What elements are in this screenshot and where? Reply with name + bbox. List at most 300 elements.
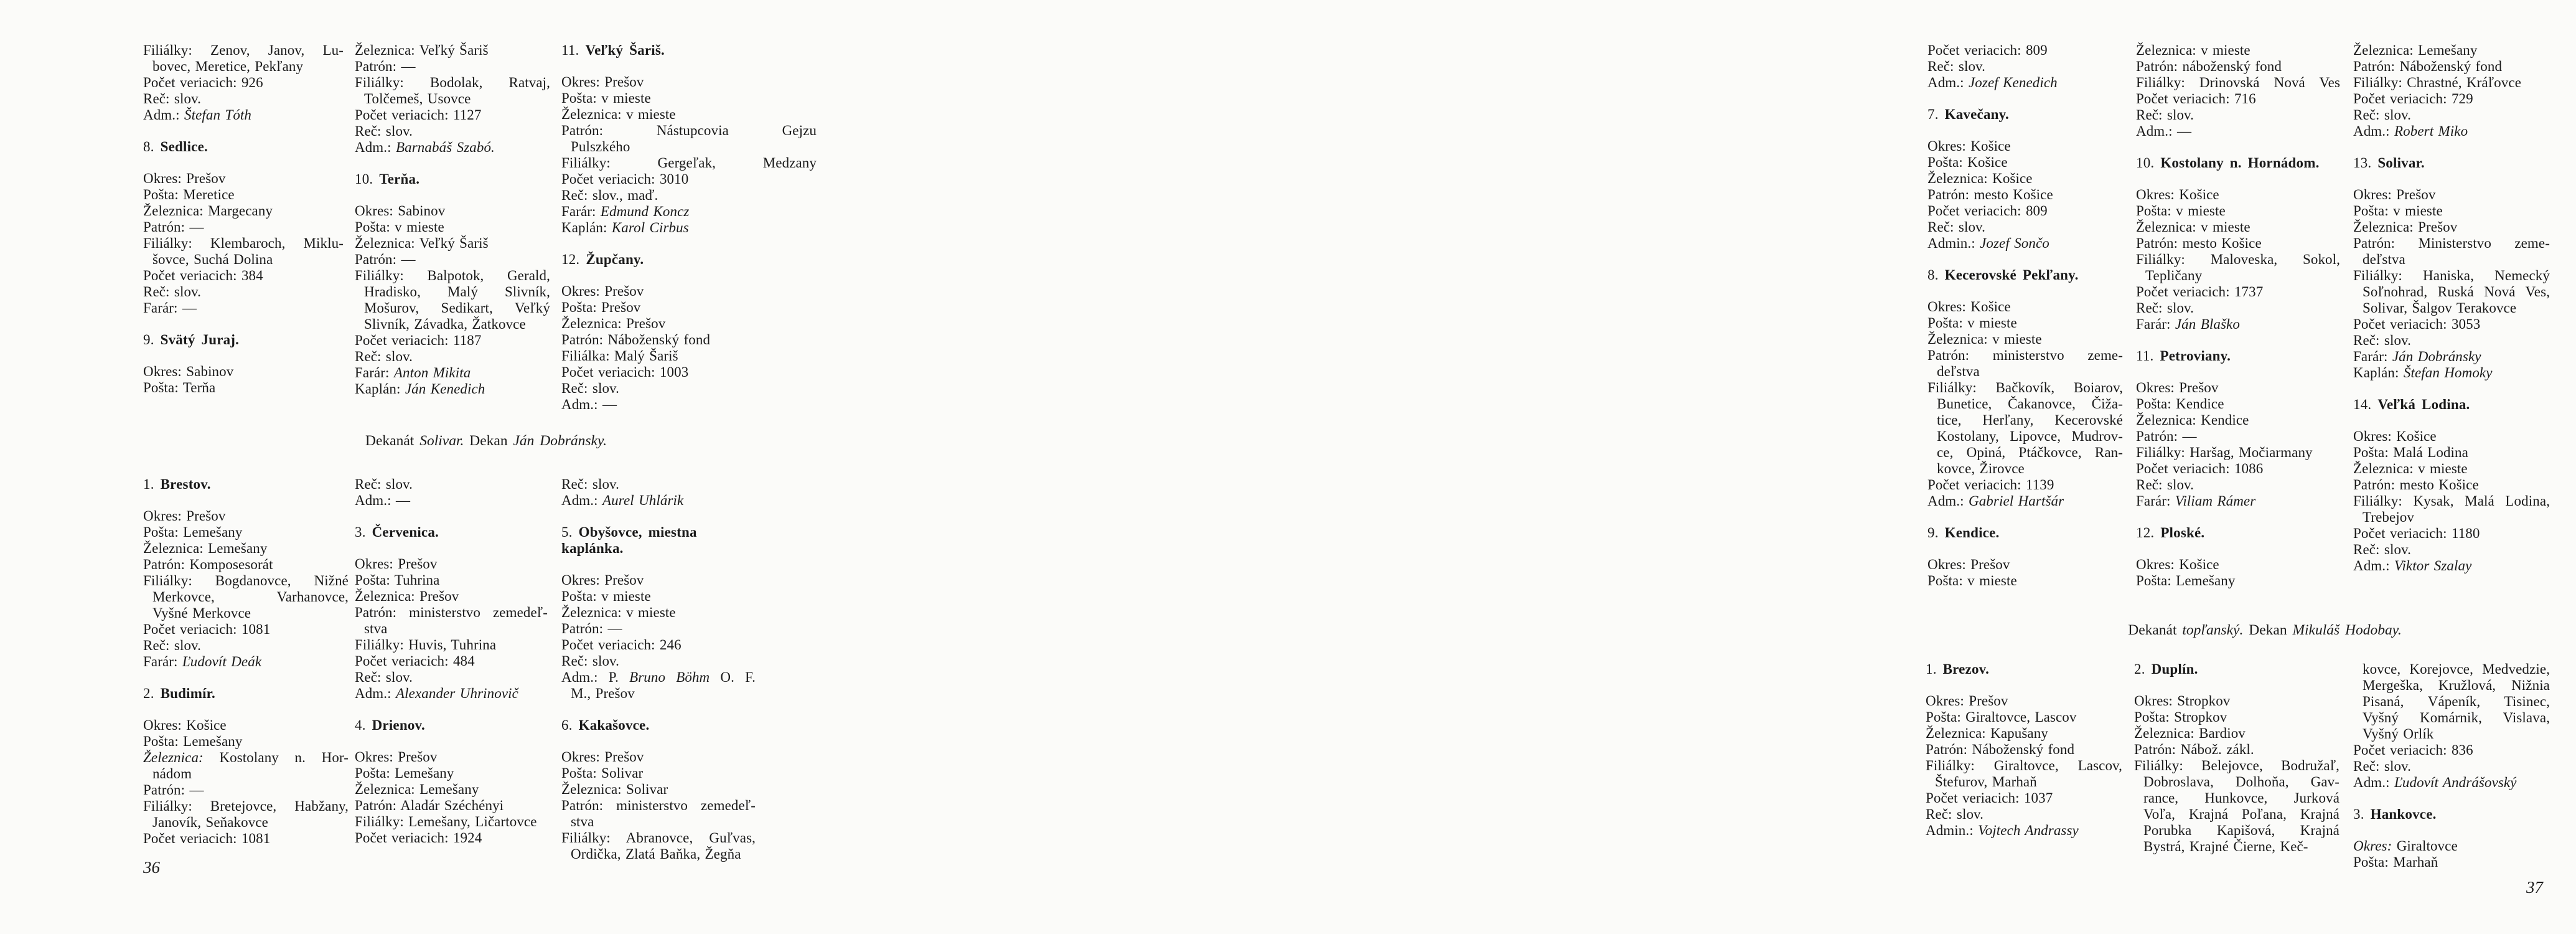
text-line: [355, 493, 548, 509]
text-line: [2134, 758, 2339, 774]
text-segment: Železnica: Prešov: [2353, 219, 2458, 235]
italic-text: Vojtech Andrassy: [1978, 823, 2079, 838]
text-line: [355, 284, 550, 300]
text-segment: Kostolany n. Hor-: [203, 750, 349, 765]
text-line: [143, 75, 344, 91]
text-segment: Počet veriacich: 1187: [355, 333, 482, 348]
text-line: [2136, 300, 2340, 316]
italic-text: Ján Kenedich: [405, 381, 485, 397]
text-line: [355, 139, 550, 156]
text-segment: Železnica: Košice: [1927, 171, 2033, 186]
text-segment: Patrón: Nábož. zákl.: [2134, 742, 2254, 757]
text-line: [1927, 138, 2123, 154]
text-line: [1926, 725, 2122, 742]
text-segment: Pošta: Malá Lodina: [2353, 445, 2468, 460]
text-segment: Okres: Košice: [2353, 428, 2437, 444]
text-column-right-top-1: [1927, 42, 2123, 589]
text-line: [2136, 235, 2340, 252]
text-segment: 1.: [1926, 661, 1943, 677]
text-line: [561, 397, 817, 413]
text-line: [143, 203, 344, 219]
text-segment: Solivar, Šalgov Terakovce: [2363, 300, 2517, 316]
text-segment: Pošta: Terňa: [143, 380, 216, 395]
text-line: [143, 364, 344, 380]
text-line: [2353, 268, 2550, 284]
text-segment: Pošta: v mieste: [561, 588, 651, 604]
text-segment: Patrón: mesto Košice: [1927, 187, 2053, 202]
text-line: [143, 573, 349, 589]
text-line: [2353, 42, 2550, 59]
text-segment: Patrón: ministerstvo zemedeľ-: [355, 605, 548, 620]
text-line: [143, 235, 344, 252]
text-segment: Merkovce, Varhanovce,: [152, 589, 349, 605]
text-segment: Počet veriacich: 809: [1927, 203, 2048, 219]
text-line: [561, 348, 817, 364]
text-line: [355, 781, 548, 798]
text-segment: Železnica: Veľký Šariš: [355, 42, 489, 58]
text-segment: Reč: slov.: [561, 380, 619, 396]
text-segment: Pošta: v mieste: [561, 90, 651, 106]
text-segment: Bystrá, Krajné Čierne, Keč-: [2143, 839, 2308, 854]
text-line: [561, 139, 817, 155]
text-segment: Adm.:: [355, 686, 396, 701]
text-line: [2353, 758, 2550, 775]
text-segment: Reč: slov., maď.: [561, 187, 658, 203]
text-line: [561, 798, 756, 814]
text-segment: Počet veriacich: 1086: [2136, 461, 2264, 476]
text-line: [561, 637, 756, 653]
text-line: [143, 831, 349, 847]
italic-text: Železnica:: [143, 750, 204, 765]
entry-heading: [561, 717, 756, 734]
text-line: [1927, 364, 2123, 380]
text-segment: 3.: [2353, 806, 2371, 822]
text-line: [156, 432, 817, 450]
text-line: [143, 621, 349, 638]
text-line: [561, 476, 756, 493]
text-line: [143, 605, 349, 621]
text-line: [561, 588, 756, 605]
text-segment: Adm.: P.: [561, 669, 630, 685]
text-line: [355, 203, 550, 219]
text-line: [2136, 252, 2340, 268]
text-line: [2134, 742, 2339, 758]
text-line: [561, 316, 817, 332]
text-segment: Dekanát: [2128, 622, 2183, 638]
text-line: [1927, 331, 2123, 347]
text-line: [1927, 42, 2123, 59]
text-segment: Dekanát: [365, 433, 420, 449]
text-segment: Filiálky: Haniska, Nemecký: [2353, 268, 2550, 283]
italic-text: Anton Mikita: [393, 365, 471, 380]
text-segment: Pošta: v mieste: [1927, 315, 2017, 331]
text-segment: Patrón: —: [2136, 428, 2197, 444]
text-column-left-bottom-3: [561, 476, 756, 862]
text-segment: Železnica: v mieste: [2353, 461, 2468, 476]
text-line: [561, 187, 817, 204]
italic-text: topľanský.: [2182, 622, 2244, 638]
text-segment: Počet veriacich: 1139: [1927, 477, 2054, 493]
text-segment: Okres: Košice: [143, 717, 227, 733]
text-segment: Reč: slov.: [143, 638, 201, 653]
text-segment: Patrón: ministerstvo zemedeľ-: [561, 798, 756, 813]
text-line: [1927, 75, 2123, 91]
entry-heading: [2134, 661, 2339, 677]
text-line: [561, 669, 756, 686]
text-line: [561, 283, 817, 300]
text-segment: Železnica: Kapušany: [1926, 725, 2048, 741]
text-segment: Počet veriacich: 1081: [143, 621, 271, 637]
italic-text: Solivar.: [419, 433, 464, 449]
text-segment: rance, Hunkovce, Jurková: [2143, 790, 2339, 806]
text-segment: 13.: [2353, 155, 2378, 171]
text-line: [143, 814, 349, 831]
text-line: [2353, 775, 2550, 791]
text-line: [561, 380, 817, 397]
text-segment: Filiálky: Bretejovce, Habžany,: [143, 798, 349, 814]
bold-title-text: Brezov.: [1942, 661, 1990, 677]
text-segment: Pošta: Prešov: [561, 300, 641, 315]
text-segment: Okres: Prešov: [561, 283, 644, 299]
text-segment: Voľa, Krajná Poľana, Krajná: [2143, 806, 2339, 822]
text-segment: Okres: Prešov: [143, 508, 226, 524]
text-line: [143, 717, 349, 734]
text-line: [2136, 461, 2340, 477]
text-segment: Adm.:: [2353, 123, 2394, 139]
text-line: [2136, 316, 2340, 333]
text-segment: Farár:: [355, 365, 394, 380]
text-segment: Pošta: v mieste: [355, 219, 444, 235]
text-segment: Adm.:: [2353, 775, 2394, 790]
text-segment: Reč: slov.: [1927, 59, 1985, 74]
text-line: [561, 621, 756, 637]
text-segment: Okres: Prešov: [561, 749, 644, 765]
text-segment: Okres: Prešov: [355, 749, 438, 765]
text-segment: Pošta: Solivar: [561, 765, 644, 781]
text-line: [1927, 347, 2123, 364]
text-segment: Filiálky: Giraltovce, Lascov,: [1926, 758, 2122, 773]
page-number-right: 37: [2526, 878, 2543, 897]
entry-heading: [561, 252, 817, 268]
text-line: [2353, 661, 2550, 677]
text-line: [2353, 493, 2550, 509]
italic-text: Ľudovít Andrášovský: [2394, 775, 2517, 790]
text-segment: 8.: [143, 139, 161, 154]
text-line: [355, 107, 550, 123]
text-segment: Dekan: [2243, 622, 2293, 638]
text-line: [2134, 693, 2339, 709]
text-line: [1954, 621, 2576, 639]
text-line: [2136, 42, 2340, 59]
text-line: [355, 123, 550, 139]
text-line: [2353, 477, 2550, 493]
italic-text: Bruno Böhm: [629, 669, 710, 685]
text-segment: kovce, Žirovce: [1937, 461, 2025, 476]
text-segment: Počet veriacich: 926: [143, 75, 263, 90]
text-segment: Okres: Prešov: [143, 171, 226, 186]
text-line: [2136, 268, 2340, 284]
text-line: [2353, 75, 2550, 91]
text-segment: Okres: Prešov: [355, 556, 438, 572]
italic-text: Viliam Rámer: [2175, 493, 2256, 509]
text-segment: Patrón: ministerstvo zeme-: [1927, 347, 2123, 363]
text-segment: Železnica: Lemešany: [2353, 42, 2478, 58]
text-line: [561, 605, 756, 621]
text-line: [2353, 252, 2550, 268]
text-line: [2136, 107, 2340, 123]
text-segment: Počet veriacich: 809: [1927, 42, 2048, 58]
text-line: [2353, 854, 2550, 870]
text-segment: 11.: [2136, 348, 2160, 364]
text-segment: Železnica: Veľký Šariš: [355, 235, 489, 251]
text-segment: Reč: slov.: [2353, 107, 2411, 123]
text-segment: nádom: [152, 766, 192, 781]
text-line: [355, 252, 550, 268]
entry-heading: [143, 476, 349, 493]
text-segment: Reč: slov.: [1927, 219, 1985, 235]
text-line: [143, 654, 349, 670]
text-segment: Patrón: mesto Košice: [2353, 477, 2479, 493]
text-segment: Reč: slov.: [561, 476, 619, 492]
text-line: [355, 798, 548, 814]
entry-heading: [355, 717, 548, 734]
text-segment: Železnica: v mieste: [2136, 219, 2250, 235]
entry-heading: [1927, 525, 2123, 541]
text-line: [561, 74, 817, 90]
entry-heading: [2353, 806, 2550, 823]
text-segment: Železnica: v mieste: [2136, 42, 2250, 58]
text-segment: Reč: slov.: [355, 476, 413, 492]
text-line: [143, 187, 344, 203]
text-line: [2134, 839, 2339, 855]
text-segment: Tolčemeš, Usovce: [364, 91, 471, 106]
text-column-left-bottom-2: [355, 476, 548, 846]
text-line: [143, 766, 349, 782]
text-segment: Okres: Prešov: [561, 74, 644, 90]
text-line: [143, 91, 344, 107]
text-line: [1926, 823, 2122, 839]
text-segment: Pošta: v mieste: [1927, 573, 2017, 588]
text-line: [355, 349, 550, 365]
text-segment: Pošta: Lemešany: [143, 524, 243, 540]
text-line: [561, 123, 817, 139]
text-line: [561, 90, 817, 106]
text-line: [2353, 445, 2550, 461]
text-line: [2353, 838, 2550, 854]
text-line: [2353, 59, 2550, 75]
text-line: [2136, 123, 2340, 139]
text-segment: Vyšný Komárnik, Vislava,: [2363, 710, 2550, 725]
text-segment: Železnica: Prešov: [561, 316, 666, 331]
entry-heading: [2136, 155, 2340, 171]
italic-text: Jozef Sončo: [1980, 235, 2049, 251]
entry-heading: [143, 139, 344, 155]
text-line: [2134, 806, 2339, 823]
text-line: [561, 653, 756, 669]
text-line: [2134, 774, 2339, 790]
entry-heading: [143, 686, 349, 702]
italic-text: Štefan Homoky: [2403, 365, 2493, 380]
entry-heading: [143, 332, 344, 348]
entry-heading: [561, 42, 817, 59]
text-segment: Reč: slov.: [2136, 477, 2194, 493]
text-segment: stva: [571, 814, 594, 829]
text-segment: Reč: slov.: [355, 349, 413, 364]
text-segment: deľstva: [2363, 252, 2405, 267]
text-segment: O. F.: [710, 669, 756, 685]
text-line: [355, 365, 550, 381]
text-segment: 9.: [143, 332, 161, 347]
text-line: [1927, 493, 2123, 509]
text-line: [561, 364, 817, 380]
text-segment: Pošta: Marhaň: [2353, 854, 2438, 870]
bold-title-text: Budimír.: [160, 686, 215, 701]
text-segment: Počet veriacich: 484: [355, 653, 475, 669]
text-segment: Filiálky: Haršag, Močiarmany: [2136, 445, 2313, 460]
text-segment: ce, Opiná, Ptáčkovce, Ran-: [1937, 445, 2123, 460]
text-line: [355, 316, 550, 333]
text-segment: Filiálka: Malý Šariš: [561, 348, 678, 364]
text-line: [355, 381, 550, 397]
text-segment: Železnica: Lemešany: [355, 781, 479, 797]
text-line: [2136, 219, 2340, 235]
text-segment: 14.: [2353, 397, 2378, 412]
text-line: [2134, 709, 2339, 725]
text-line: [1927, 477, 2123, 493]
italic-text: Edmund Koncz: [600, 204, 690, 219]
text-line: [561, 781, 756, 798]
text-segment: Adm.:: [561, 493, 602, 508]
text-segment: Reč: slov.: [2136, 300, 2194, 316]
text-line: [355, 669, 548, 686]
entry-heading: [2136, 348, 2340, 364]
text-segment: Pošta: Stropkov: [2134, 709, 2227, 725]
text-segment: Patrón: —: [143, 219, 204, 235]
text-segment: Admin.:: [1927, 235, 1980, 251]
text-line: [1927, 396, 2123, 412]
text-line: [143, 798, 349, 814]
text-segment: Pošta: Giraltovce, Lascov: [1926, 709, 2077, 725]
text-line: [2353, 219, 2550, 235]
text-line: [143, 557, 349, 573]
italic-text: Ľudovít Deák: [182, 654, 262, 669]
entry-heading: [561, 524, 756, 557]
text-segment: Kostolany, Lipovce, Mudrov-: [1937, 428, 2123, 444]
text-segment: Filiálky: Bačkovík, Boiarov,: [1927, 380, 2123, 395]
text-segment: 5.: [561, 524, 579, 540]
text-line: [1927, 203, 2123, 219]
text-segment: Pulszkého: [571, 139, 630, 154]
text-line: [1926, 709, 2122, 725]
text-segment: Železnica: Prešov: [355, 588, 459, 604]
text-segment: Ordička, Zlatá Baňka, Žegňa: [571, 846, 741, 862]
text-line: [1927, 315, 2123, 331]
text-line: [2353, 526, 2550, 542]
text-segment: Mošurov, Sedikart, Veľký: [364, 300, 550, 316]
text-segment: Patrón: Ministerstvo zeme-: [2353, 235, 2550, 251]
page-number-left: 36: [143, 858, 160, 877]
text-segment: Adm.:: [1927, 493, 1969, 509]
text-line: [561, 220, 817, 236]
bold-title-text: Kecerovské Pekľany.: [1944, 267, 2079, 283]
text-line: [355, 830, 548, 846]
text-line: [355, 219, 550, 235]
text-line: [2136, 428, 2340, 445]
text-segment: Počet veriacich: 1180: [2353, 526, 2480, 541]
text-segment: Filiálky: Bodolak, Ratvaj,: [355, 75, 550, 90]
text-segment: Filiálky: Maloveska, Sokol,: [2136, 252, 2340, 267]
text-segment: Reč: slov.: [355, 123, 413, 139]
text-segment: Filiálky: Huvis, Tuhrina: [355, 637, 497, 653]
text-segment: Filiálky: Abranovce, Guľvas,: [561, 830, 756, 846]
text-segment: Filiálky: Chrastné, Kráľovce: [2353, 75, 2521, 90]
text-segment: Pošta: Lemešany: [355, 765, 454, 781]
text-line: [355, 621, 548, 637]
text-line: [561, 493, 756, 509]
text-line: [561, 572, 756, 588]
text-segment: Pošta: v mieste: [2353, 203, 2443, 219]
text-segment: Adm.: —: [355, 493, 411, 508]
text-line: [143, 107, 344, 123]
text-segment: Filiálky: Klembaroch, Miklu-: [143, 235, 344, 251]
text-line: [2353, 428, 2550, 445]
book-page-right: [896, 0, 2550, 934]
text-line: [1927, 557, 2123, 573]
text-line: [355, 235, 550, 252]
text-segment: Počet veriacich: 1003: [561, 364, 689, 380]
text-segment: deľstva: [1937, 364, 1980, 379]
book-page-left: [0, 0, 896, 934]
text-segment: Počet veriacich: 1037: [1926, 790, 2053, 806]
text-segment: Okres: Sabinov: [355, 203, 446, 219]
text-line: [1927, 445, 2123, 461]
text-line: [2353, 461, 2550, 477]
text-line: [355, 75, 550, 91]
bold-title-text: Svätý Juraj.: [160, 332, 240, 347]
bold-title-text: Terňa.: [379, 171, 420, 187]
text-line: [2353, 542, 2550, 558]
text-line: [2353, 694, 2550, 710]
text-segment: Počet veriacich: 1081: [143, 831, 271, 846]
text-segment: Reč: slov.: [143, 91, 201, 106]
text-segment: 12.: [561, 252, 586, 267]
bold-title-text: Brestov.: [160, 476, 211, 492]
text-segment: Filiálky: Gergeľak, Medzany: [561, 155, 817, 171]
text-segment: šovce, Suchá Dolina: [152, 252, 273, 267]
text-segment: Pošta: Tuhrina: [355, 572, 440, 588]
text-line: [143, 782, 349, 798]
text-segment: 10.: [355, 171, 380, 187]
text-segment: Filiálky: Balpotok, Gerald,: [355, 268, 550, 283]
text-segment: 12.: [2136, 525, 2161, 540]
text-line: [1927, 461, 2123, 477]
text-segment: 2.: [143, 686, 161, 701]
text-segment: Tepličany: [2145, 268, 2203, 283]
italic-text: Štefan Tóth: [184, 107, 252, 123]
text-line: [355, 300, 550, 316]
text-segment: Filiálky: Bogdanovce, Nižné: [143, 573, 349, 588]
text-line: [355, 749, 548, 765]
text-segment: Okres: Košice: [1927, 299, 2011, 314]
text-segment: Počet veriacich: 1127: [355, 107, 482, 123]
text-segment: tice, Herľany, Kecerovské: [1937, 412, 2123, 428]
text-line: [1927, 428, 2123, 445]
text-segment: 1.: [143, 476, 161, 492]
text-segment: Dobroslava, Dolhoňa, Gav-: [2143, 774, 2339, 790]
text-segment: Počet veriacich: 3053: [2353, 316, 2481, 332]
text-segment: Farár:: [561, 204, 601, 219]
text-segment: Okres: Košice: [2136, 187, 2219, 202]
